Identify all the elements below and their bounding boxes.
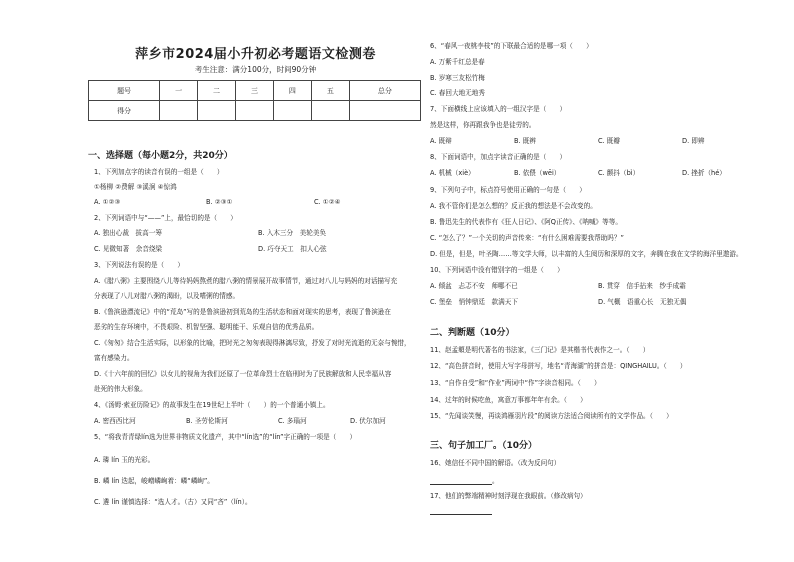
score-cell[interactable] bbox=[349, 101, 420, 121]
question-3-option-d-line1: D.《十六年前的回忆》以女儿的视角为我们还原了一位革命烈士在临刑时为了民族解放和人民幸福从容 bbox=[94, 370, 392, 378]
question-9-option-a: A. 我不管你们是怎么想的？反正我的想法是不会改变的。 bbox=[430, 202, 597, 210]
question-3-option-b-line1: B.《鲁滨逊漂流记》中的“荒岛”写的是鲁滨逊初到荒岛的生活状态和面对现实的思考，表现了鲁滨逊在 bbox=[94, 308, 391, 316]
question-4-option-c: C. 多瑙河 bbox=[278, 417, 307, 425]
score-cell[interactable] bbox=[311, 101, 349, 121]
score-cell[interactable] bbox=[236, 101, 274, 121]
sentence-17-answer-line[interactable] bbox=[430, 507, 492, 515]
question-7-option-d: D. 即辨 bbox=[682, 137, 705, 145]
section-heading-choice: 一、选择题（每小题2分，共20分） bbox=[88, 151, 233, 161]
question-2-option-c: C. 见微知著 余音绕梁 bbox=[94, 245, 163, 253]
section-heading-judgement: 二、判断题（10分） bbox=[430, 328, 515, 338]
question-8-option-c: C. 颤抖（bì） bbox=[598, 169, 640, 177]
question-8-option-d: D. 挫折（hé） bbox=[682, 169, 726, 177]
question-6-option-a: A. 万紫千红总是春 bbox=[430, 58, 485, 66]
question-1-option-a: A. ①②③ bbox=[94, 198, 121, 206]
judgement-11: 11、赵孟頫是明代著名的书法家，《三门记》是其楷书代表作之一。（ ） bbox=[430, 346, 650, 354]
score-table-score-row bbox=[89, 101, 421, 121]
sentence-task-17: 17、他们的弊端精神时刻浮现在我眼前。（修改病句） bbox=[430, 492, 587, 500]
question-7-option-c: C. 既瓣 bbox=[598, 137, 620, 145]
question-1-items: ①杨柳 ②费解 ③溪涧 ④惊鸿 bbox=[94, 183, 177, 191]
question-6-option-b: B. 岁寒三友松竹梅 bbox=[430, 74, 485, 82]
question-4-option-d: D. 伏尔加河 bbox=[350, 417, 386, 425]
sentence-16-answer-line[interactable] bbox=[430, 477, 499, 485]
question-4: 4、《汤姆·索亚历险记》的故事发生在19世纪上半叶（ ）的一个普通小镇上。 bbox=[94, 401, 330, 409]
question-5-option-c: C. 遴 lín 谨慎选择：“选人才。（古）又同“吝”（lín）。 bbox=[94, 498, 252, 506]
question-3: 3、下列说法有误的是（ ） bbox=[94, 261, 184, 269]
exam-notice: 考生注意：满分100分，时间90分钟 bbox=[194, 65, 317, 74]
question-2-option-b: B. 入木三分 美轮美奂 bbox=[258, 229, 327, 237]
score-header-cell: 五 bbox=[311, 81, 349, 101]
question-4-option-b: B. 圣劳伦斯河 bbox=[186, 417, 228, 425]
question-3-option-d-line2: 赴死的伟大形象。 bbox=[94, 385, 147, 393]
score-row-label: 得分 bbox=[89, 101, 160, 121]
answer-blank[interactable] bbox=[430, 507, 492, 515]
question-2: 2、下列词语中与“——”上，最恰切的是（ ） bbox=[94, 214, 237, 222]
score-cell[interactable] bbox=[273, 101, 311, 121]
question-1-option-b: B. ②③① bbox=[206, 198, 233, 206]
question-6-option-c: C. 春回大地无地秀 bbox=[430, 89, 485, 97]
question-5: 5、“将我青青绿lín选为世界非物质文化遗产，其中“lín选”的“lín”字正确的一项是（ ） bbox=[94, 433, 357, 441]
question-3-option-a-line2: 分表现了八儿对腊八粥的渴盼，以及嗜粥的情感。 bbox=[94, 292, 240, 300]
question-2-option-a: A. 独出心裁 拔高一筹 bbox=[94, 229, 162, 237]
score-cell[interactable] bbox=[198, 101, 236, 121]
judgement-12: 12、“高色拼音时，使用大写字母拼写，地名“青海湖”的拼音是：QINGHAILU。（ ） bbox=[430, 362, 687, 370]
question-8: 8、下面词语中，加点字读音正确的是（ ） bbox=[430, 153, 567, 161]
question-2-option-d: D. 巧夺天工 扣人心弦 bbox=[258, 245, 327, 253]
question-10: 10、下列词语中没有错别字的一组是（ ） bbox=[430, 266, 564, 274]
score-table bbox=[88, 80, 421, 121]
score-header-cell: 二 bbox=[198, 81, 236, 101]
question-3-option-b-line2: 恶劣的生存环境中，不畏艰险、机智坚强、聪明能干、乐观自信的优秀品质。 bbox=[94, 323, 319, 331]
question-7-option-b: B. 既辨 bbox=[514, 137, 536, 145]
question-6: 6、“春风一夜桃李枝”的下联最合适的是哪一项（ ） bbox=[430, 42, 593, 50]
question-9: 9、下列句子中，标点符号使用正确的一句是（ ） bbox=[430, 186, 586, 194]
question-7-option-a: A. 既辩 bbox=[430, 137, 452, 145]
question-7-sentence: 然是这样，你再跟我争也是徒劳的。 bbox=[430, 121, 536, 129]
question-5-option-a: A. 璘 lín 玉的光彩。 bbox=[94, 456, 155, 464]
question-10-option-c: C. 堡垒 悄钟鼎廷 款满天下 bbox=[430, 298, 518, 306]
answer-line-period: 。 bbox=[492, 477, 499, 485]
score-table-header-row bbox=[89, 81, 421, 101]
question-3-option-c-line1: C.《匆匆》结合生活实际，以形象的比喻，把时光之匆匆表现得淋漓尽致，抒发了对时光流逝的无奈与惋惜， bbox=[94, 339, 411, 347]
score-cell[interactable] bbox=[160, 101, 198, 121]
question-10-option-d: D. 气概 语重心长 无独无偶 bbox=[598, 298, 687, 306]
question-9-option-d: D. 但是，但是，叶圣陶……等文学大师，以丰富的人生阅历和深厚的文字，奔腾在我在文学的海洋里遨游。 bbox=[430, 250, 743, 258]
judgement-15: 15、“先闻谈笑慢，再谈鸿雁羽片段”的阅读方法适合阅读所有的文学作品。（ ） bbox=[430, 412, 673, 420]
question-5-option-b: B. 嶙 lín 迭起，峻嶒嶙峋着：嶙“嶙峋”。 bbox=[94, 477, 214, 485]
score-header-cell: 一 bbox=[160, 81, 198, 101]
question-9-option-c: C. “怎么了？”一个关切的声音传来：“有什么困难需要我帮助吗？” bbox=[430, 234, 624, 242]
judgement-14: 14、过年的时候吃鱼，寓意万事都年年有余。（ ） bbox=[430, 396, 587, 404]
question-10-option-a: A. 倾盆 忐忑不安 师哪不已 bbox=[430, 282, 518, 290]
question-9-option-b: B. 鲁迅先生的代表作有《狂人日记》、《阿Q正传》、《呐喊》等等。 bbox=[430, 218, 622, 226]
judgement-13: 13、“自作自受”和“作业”两词中“作”字读音相同。（ ） bbox=[430, 379, 601, 387]
question-7: 7、下面横线上应该填入的一组汉字是（ ） bbox=[430, 105, 567, 113]
question-3-option-c-line2: 富有感染力。 bbox=[94, 354, 134, 362]
question-4-option-a: A. 密西西比河 bbox=[94, 417, 136, 425]
question-3-option-a-line1: A.《腊八粥》主要围绕八儿等待妈妈熬煮的腊八粥的情景展开故事情节，通过对八儿与妈妈的对话描写充 bbox=[94, 277, 398, 285]
question-1: 1、下列加点字的读音有误的一组是（ ） bbox=[94, 168, 224, 176]
question-10-option-b: B. 贯穿 信手拈来 纱手成霜 bbox=[598, 282, 686, 290]
answer-blank[interactable] bbox=[430, 477, 492, 485]
score-header-cell: 总分 bbox=[349, 81, 420, 101]
score-header-cell: 三 bbox=[236, 81, 274, 101]
score-header-cell: 四 bbox=[273, 81, 311, 101]
question-1-option-c: C. ①②④ bbox=[314, 198, 341, 206]
question-8-option-b: B. 依偎（wēi） bbox=[514, 169, 561, 177]
score-header-cell: 题号 bbox=[89, 81, 160, 101]
page-title: 萍乡市2024届小升初必考题语文检测卷 bbox=[135, 47, 376, 62]
section-heading-sentences: 三、句子加工厂。（10分） bbox=[430, 441, 538, 451]
question-8-option-a: A. 机械（xiè） bbox=[430, 169, 475, 177]
sentence-task-16: 16、她信任不同中国的解语。（改为反问句） bbox=[430, 459, 561, 467]
